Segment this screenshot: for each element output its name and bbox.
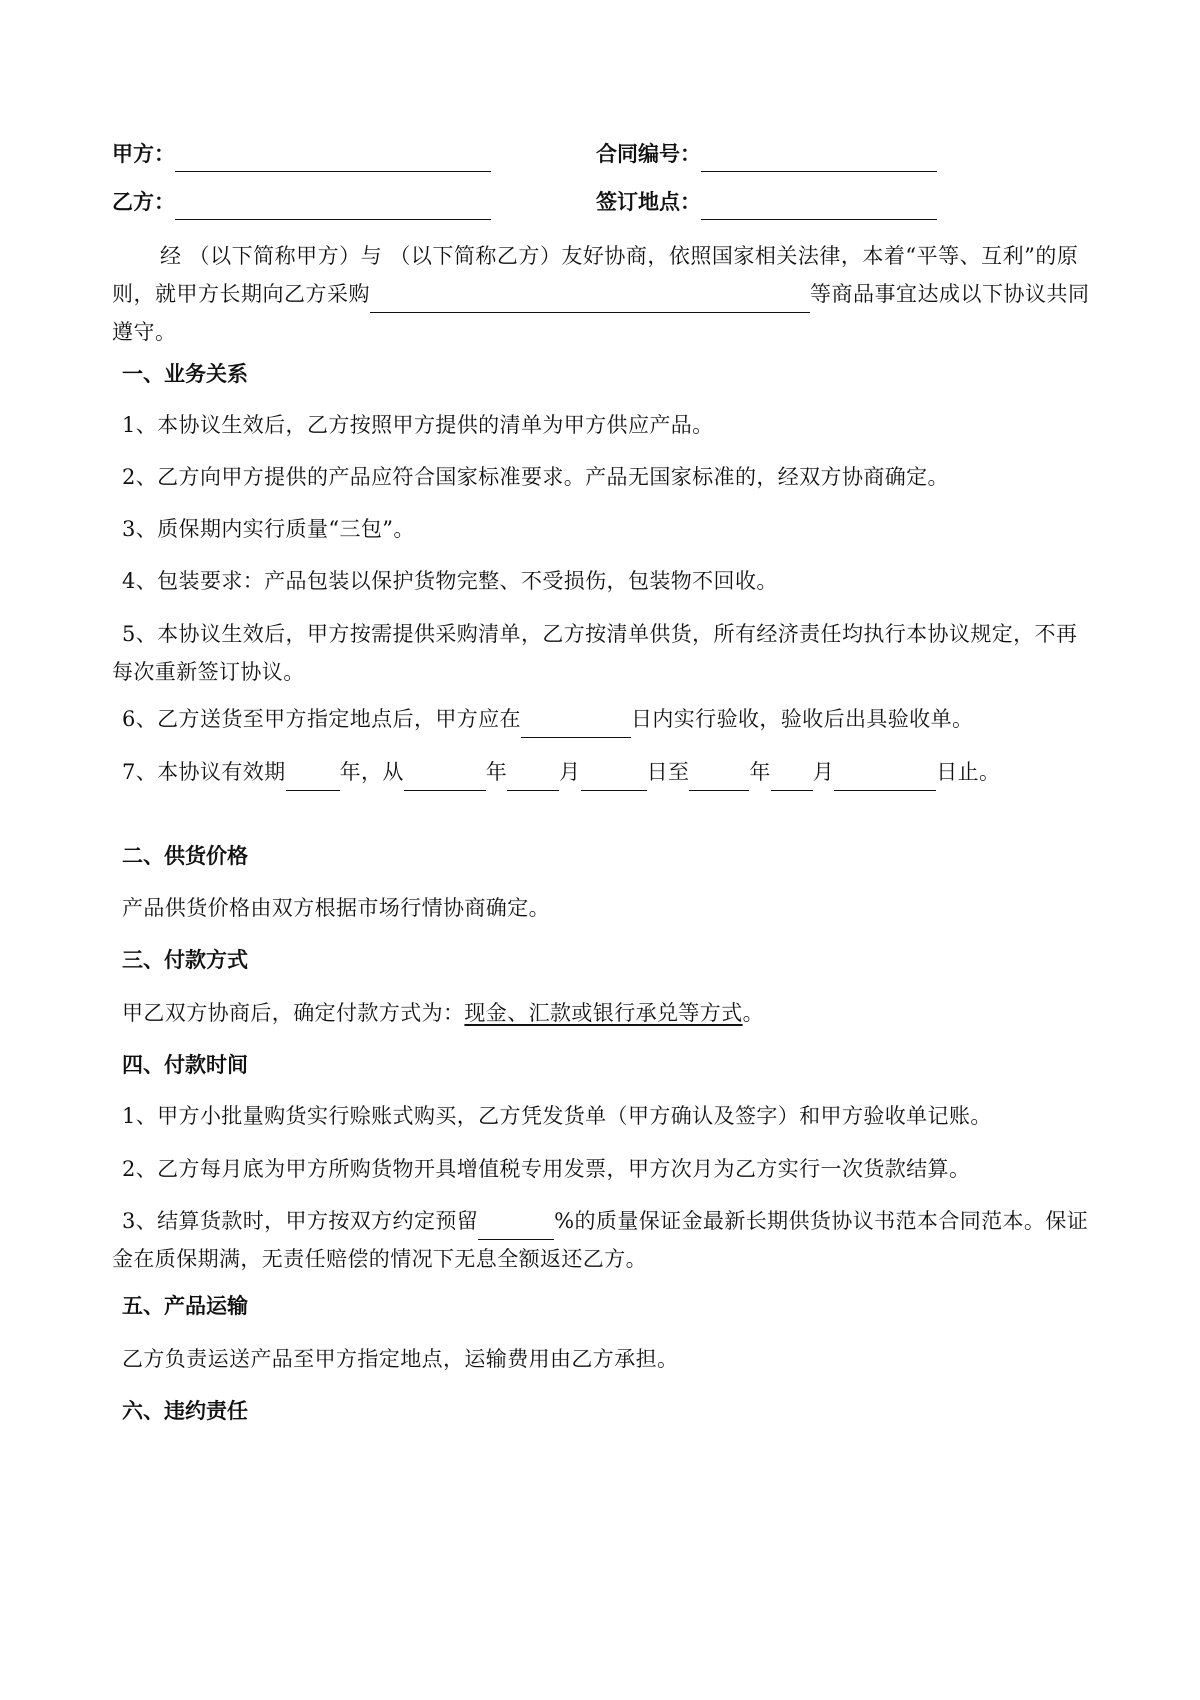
header-row-2 bbox=[112, 184, 1072, 220]
s1-item-3: 3、质保期内实行质量“三包”。 bbox=[122, 517, 415, 541]
intro-paragraph bbox=[112, 237, 1090, 351]
retention-percent-blank[interactable] bbox=[478, 1211, 554, 1240]
sign-place-blank[interactable] bbox=[701, 193, 937, 220]
s1-item-7-a: 7、本协议有效期 bbox=[122, 760, 286, 784]
s4-item-1: 1、甲方小批量购货实行赊账式购买，乙方凭发货单（甲方确认及签字）和甲方验收单记账。 bbox=[122, 1104, 992, 1128]
s4-item-3-b: %的质量保证金最新长期供货协议书范本合同范本。保证金在质保期满，无责任赔偿的情况下无息全额返还乙方。 bbox=[112, 1209, 1089, 1271]
s1-item-7 bbox=[112, 753, 1090, 791]
end-year-blank[interactable] bbox=[689, 762, 749, 791]
section-6-title: 六、违约责任 bbox=[122, 1399, 248, 1423]
s1-item-7-d: 月 bbox=[559, 760, 581, 784]
s1-item-2: 2、乙方向甲方提供的产品应符合国家标准要求。产品无国家标准的，经双方协商确定。 bbox=[122, 465, 949, 489]
start-month-blank[interactable] bbox=[507, 762, 559, 791]
contract-no-label: 合同编号： bbox=[596, 142, 701, 166]
sign-place-label: 签订地点： bbox=[596, 190, 701, 214]
end-month-blank[interactable] bbox=[771, 762, 813, 791]
section-5-title: 五、产品运输 bbox=[122, 1294, 248, 1318]
header-row-1 bbox=[112, 136, 1072, 172]
contract-no-field bbox=[596, 136, 937, 172]
s3-text bbox=[122, 994, 1090, 1032]
start-year-blank[interactable] bbox=[404, 762, 486, 791]
s5-text: 乙方负责运送产品至甲方指定地点，运输费用由乙方承担。 bbox=[122, 1347, 679, 1371]
s4-item-3 bbox=[112, 1202, 1090, 1278]
s1-item-7-f: 年 bbox=[749, 760, 771, 784]
intro-text-2: 等商品事宜达成以下协议共同遵守。 bbox=[112, 282, 1090, 344]
start-day-blank[interactable] bbox=[581, 762, 647, 791]
section-2-title: 二、供货价格 bbox=[122, 844, 248, 868]
contract-no-blank[interactable] bbox=[701, 145, 937, 172]
s3-text-a: 甲乙双方协商后，确定付款方式为： bbox=[122, 1001, 465, 1025]
sign-place-field bbox=[596, 184, 937, 220]
s1-item-7-g: 月 bbox=[812, 760, 835, 784]
s3-text-c: 。 bbox=[742, 1001, 765, 1025]
product-blank[interactable] bbox=[370, 284, 810, 313]
s1-item-6-a: 6、乙方送货至甲方指定地点后，甲方应在 bbox=[122, 707, 521, 731]
party-b-blank[interactable] bbox=[175, 193, 491, 220]
s1-item-7-e: 日至 bbox=[646, 760, 690, 784]
party-a-blank[interactable] bbox=[175, 145, 491, 172]
intro-text-1: 经 （以下简称甲方）与 （以下简称乙方）友好协商，依照国家相关法律，本着“平等、互利”的原则，就甲方长期向乙方采购 bbox=[112, 244, 1079, 306]
s1-item-6-b: 日内实行验收，验收后出具验收单。 bbox=[630, 707, 974, 731]
party-b-label: 乙方： bbox=[112, 190, 175, 214]
validity-years-blank[interactable] bbox=[286, 762, 340, 791]
s2-text: 产品供货价格由双方根据市场行情协商确定。 bbox=[122, 896, 550, 920]
s1-item-7-b: 年，从 bbox=[339, 760, 404, 784]
s1-item-7-h: 日止。 bbox=[936, 760, 1001, 784]
end-day-blank[interactable] bbox=[834, 762, 936, 791]
s1-item-4: 4、包装要求：产品包装以保护货物完整、不受损伤，包装物不回收。 bbox=[122, 569, 778, 593]
s4-item-3-a: 3、结算货款时，甲方按双方约定预留 bbox=[122, 1209, 479, 1233]
s1-item-1: 1、本协议生效后，乙方按照甲方提供的清单为甲方供应产品。 bbox=[122, 413, 714, 437]
acceptance-days-blank[interactable] bbox=[521, 709, 631, 738]
payment-method-value: 现金、汇款或银行承兑等方式 bbox=[464, 1001, 743, 1025]
party-b-field bbox=[112, 184, 491, 220]
s1-item-7-c: 年 bbox=[485, 760, 508, 784]
section-4-title: 四、付款时间 bbox=[122, 1053, 248, 1077]
s1-item-5: 5、本协议生效后，甲方按需提供采购清单，乙方按清单供货，所有经济责任均执行本协议规定，不再每次重新签订协议。 bbox=[112, 622, 1078, 684]
party-a-label: 甲方： bbox=[112, 142, 175, 166]
s1-item-6 bbox=[122, 700, 1090, 738]
party-a-field bbox=[112, 136, 491, 172]
section-1-title: 一、业务关系 bbox=[122, 362, 248, 386]
s4-item-2: 2、乙方每月底为甲方所购货物开具增值税专用发票，甲方次月为乙方实行一次货款结算。 bbox=[122, 1157, 971, 1181]
section-3-title: 三、付款方式 bbox=[122, 948, 248, 972]
